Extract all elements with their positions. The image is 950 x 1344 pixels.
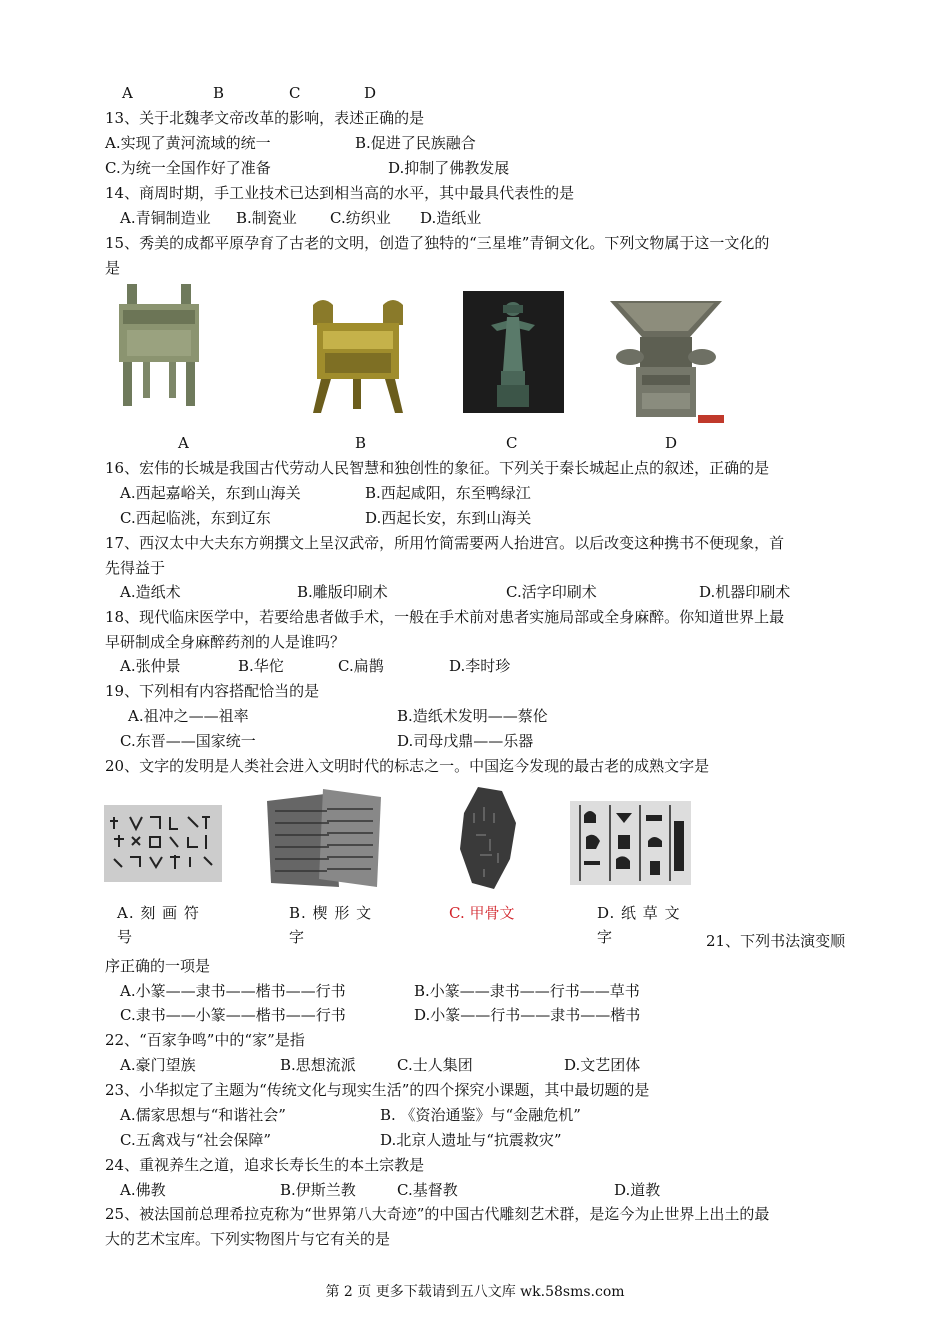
q15-stem-line2: 是 (105, 259, 121, 277)
q20-stem: 20、文字的发明是人类社会进入文明时代的标志之一。中国迄今发现的最古老的成熟文字是 (105, 757, 710, 775)
q20-option-d-line1[interactable]: D. 纸 草 文 (597, 904, 681, 922)
q19-option-a[interactable]: A.祖冲之——祖率 (128, 707, 249, 725)
q21-stem-part2: 序正确的一项是 (105, 957, 211, 975)
q21-stem-part1: 21、下列书法演变顺 (706, 932, 846, 950)
q14-option-b[interactable]: B.制瓷业 (236, 209, 297, 227)
q22-option-c[interactable]: C.士人集团 (397, 1056, 473, 1074)
q17-stem-line1: 17、西汉太中大夫东方朔撰文上呈汉武帝，所用竹简需要两人抬进宫。以后改变这种携书不便现象，首 (105, 534, 785, 552)
q17-option-d[interactable]: D.机器印刷术 (699, 583, 791, 601)
q13-stem: 13、关于北魏孝文帝改革的影响，表述正确的是 (105, 109, 425, 127)
q17-stem-line2: 先得益于 (105, 559, 166, 577)
q19-option-c[interactable]: C.东晋——国家统一 (120, 732, 256, 750)
q16-option-a[interactable]: A.西起嘉峪关，东到山海关 (120, 484, 301, 502)
q16-stem: 16、宏伟的长城是我国古代劳动人民智慧和独创性的象征。下列关于秦长城起止点的叙述，正确的是 (105, 459, 770, 477)
q17-option-a[interactable]: A.造纸术 (120, 583, 181, 601)
q15-stem-line1: 15、秀美的成都平原孕育了古老的文明，创造了独特的“三星堆”青铜文化。下列文物属于这一文化的 (105, 234, 770, 252)
q20-option-a-line2: 号 (117, 928, 133, 946)
q24-stem: 24、重视养生之道，追求长寿长生的本土宗教是 (105, 1156, 425, 1174)
bronze-gilt-ding-image-b[interactable] (303, 293, 413, 418)
q21-option-d[interactable]: D.小篆——行书——隶书——楷书 (414, 1006, 641, 1024)
papyrus-image-d[interactable] (570, 801, 691, 885)
q18-option-a[interactable]: A.张仲景 (120, 657, 181, 675)
q15-label-b: B (355, 434, 367, 452)
q13-option-c[interactable]: C.为统一全国作好了准备 (105, 159, 271, 177)
carved-symbols-image-a[interactable] (104, 805, 222, 882)
q15-label-a: A (178, 434, 189, 452)
q13-option-a[interactable]: A.实现了黄河流域的统一 (105, 134, 271, 152)
q18-option-d[interactable]: D.李时珍 (449, 657, 511, 675)
q19-stem: 19、下列相有内容搭配恰当的是 (105, 682, 320, 700)
q17-option-c[interactable]: C.活字印刷术 (506, 583, 597, 601)
q20-option-a-line1[interactable]: A. 刻 画 符 (117, 904, 200, 922)
q20-option-b-line1[interactable]: B. 楔 形 文 (289, 904, 373, 922)
top-label-d: D (364, 84, 377, 102)
q14-option-c[interactable]: C.纺织业 (330, 209, 391, 227)
q17-option-b[interactable]: B.雕版印刷术 (297, 583, 388, 601)
cuneiform-tablet-image-b[interactable] (263, 783, 383, 893)
q18-stem-line1: 18、现代临床医学中，若要给患者做手术，一般在手术前对患者实施局部或全身麻醉。你知道世界上最 (105, 608, 785, 626)
q16-option-c[interactable]: C.西起临洮，东到辽东 (120, 509, 271, 527)
q23-option-d[interactable]: D.北京人遗址与“抗震救灾” (380, 1131, 562, 1149)
q23-option-c[interactable]: C.五禽戏与“社会保障” (120, 1131, 272, 1149)
q21-option-a[interactable]: A.小篆——隶书——楷书——行书 (120, 982, 346, 1000)
bronze-ding-image-a[interactable] (113, 278, 205, 410)
q24-option-b[interactable]: B.伊斯兰教 (280, 1181, 356, 1199)
q18-option-c[interactable]: C.扁鹊 (338, 657, 384, 675)
q16-option-b[interactable]: B.西起咸阳，东至鸭绿江 (365, 484, 531, 502)
q24-option-a[interactable]: A.佛教 (120, 1181, 166, 1199)
q23-stem: 23、小华拟定了主题为“传统文化与现实生活”的四个探究小课题，其中最切题的是 (105, 1081, 650, 1099)
q23-option-a[interactable]: A.儒家思想与“和谐社会” (120, 1106, 286, 1124)
q13-option-b[interactable]: B.促进了民族融合 (355, 134, 476, 152)
top-label-b: B (213, 84, 225, 102)
page-footer: 第 2 页 更多下载请到五八文库 wk.58sms.com (325, 1284, 625, 1300)
bronze-standing-figure-image-c[interactable] (463, 291, 564, 413)
q13-option-d[interactable]: D.抑制了佛教发展 (388, 159, 510, 177)
q24-option-d[interactable]: D.道教 (614, 1181, 661, 1199)
q15-label-d: D (665, 434, 678, 452)
q22-option-a[interactable]: A.豪门望族 (120, 1056, 196, 1074)
q21-option-c[interactable]: C.隶书——小篆——楷书——行书 (120, 1006, 346, 1024)
q23-option-b[interactable]: B. 《资治通鉴》与“金融危机” (380, 1106, 581, 1124)
q25-stem-line2: 大的艺术宝库。下列实物图片与它有关的是 (105, 1230, 391, 1248)
top-label-c: C (289, 84, 301, 102)
q18-option-b[interactable]: B.华佗 (238, 657, 284, 675)
q18-stem-line2: 早研制成全身麻醉药剂的人是谁吗？ (105, 633, 346, 651)
bronze-zun-vessel-image-d[interactable] (606, 291, 726, 426)
q20-option-c-answer[interactable]: C. 甲骨文 (449, 904, 515, 922)
q19-option-d[interactable]: D.司母戊鼎——乐器 (397, 732, 534, 750)
q15-label-c: C (506, 434, 518, 452)
q21-option-b[interactable]: B.小篆——隶书——行书——草书 (414, 982, 640, 1000)
q14-stem: 14、商周时期，手工业技术已达到相当高的水平，其中最具代表性的是 (105, 184, 575, 202)
q25-stem-line1: 25、被法国前总理希拉克称为“世界第八大奇迹”的中国古代雕刻艺术群，是迄今为止世界上出土的最 (105, 1205, 770, 1223)
q14-option-d[interactable]: D.造纸业 (420, 209, 482, 227)
q22-option-b[interactable]: B.思想流派 (280, 1056, 356, 1074)
q22-stem: 22、“百家争鸣”中的“家”是指 (105, 1031, 305, 1049)
q16-option-d[interactable]: D.西起长安，东到山海关 (365, 509, 532, 527)
q20-option-d-line2: 字 (597, 928, 613, 946)
top-label-a: A (122, 84, 133, 102)
q24-option-c[interactable]: C.基督教 (397, 1181, 458, 1199)
oracle-bone-image-c[interactable] (450, 783, 527, 893)
q19-option-b[interactable]: B.造纸术发明——蔡伦 (397, 707, 548, 725)
q20-option-b-line2: 字 (289, 928, 305, 946)
q22-option-d[interactable]: D.文艺团体 (564, 1056, 641, 1074)
q14-option-a[interactable]: A.青铜制造业 (120, 209, 211, 227)
